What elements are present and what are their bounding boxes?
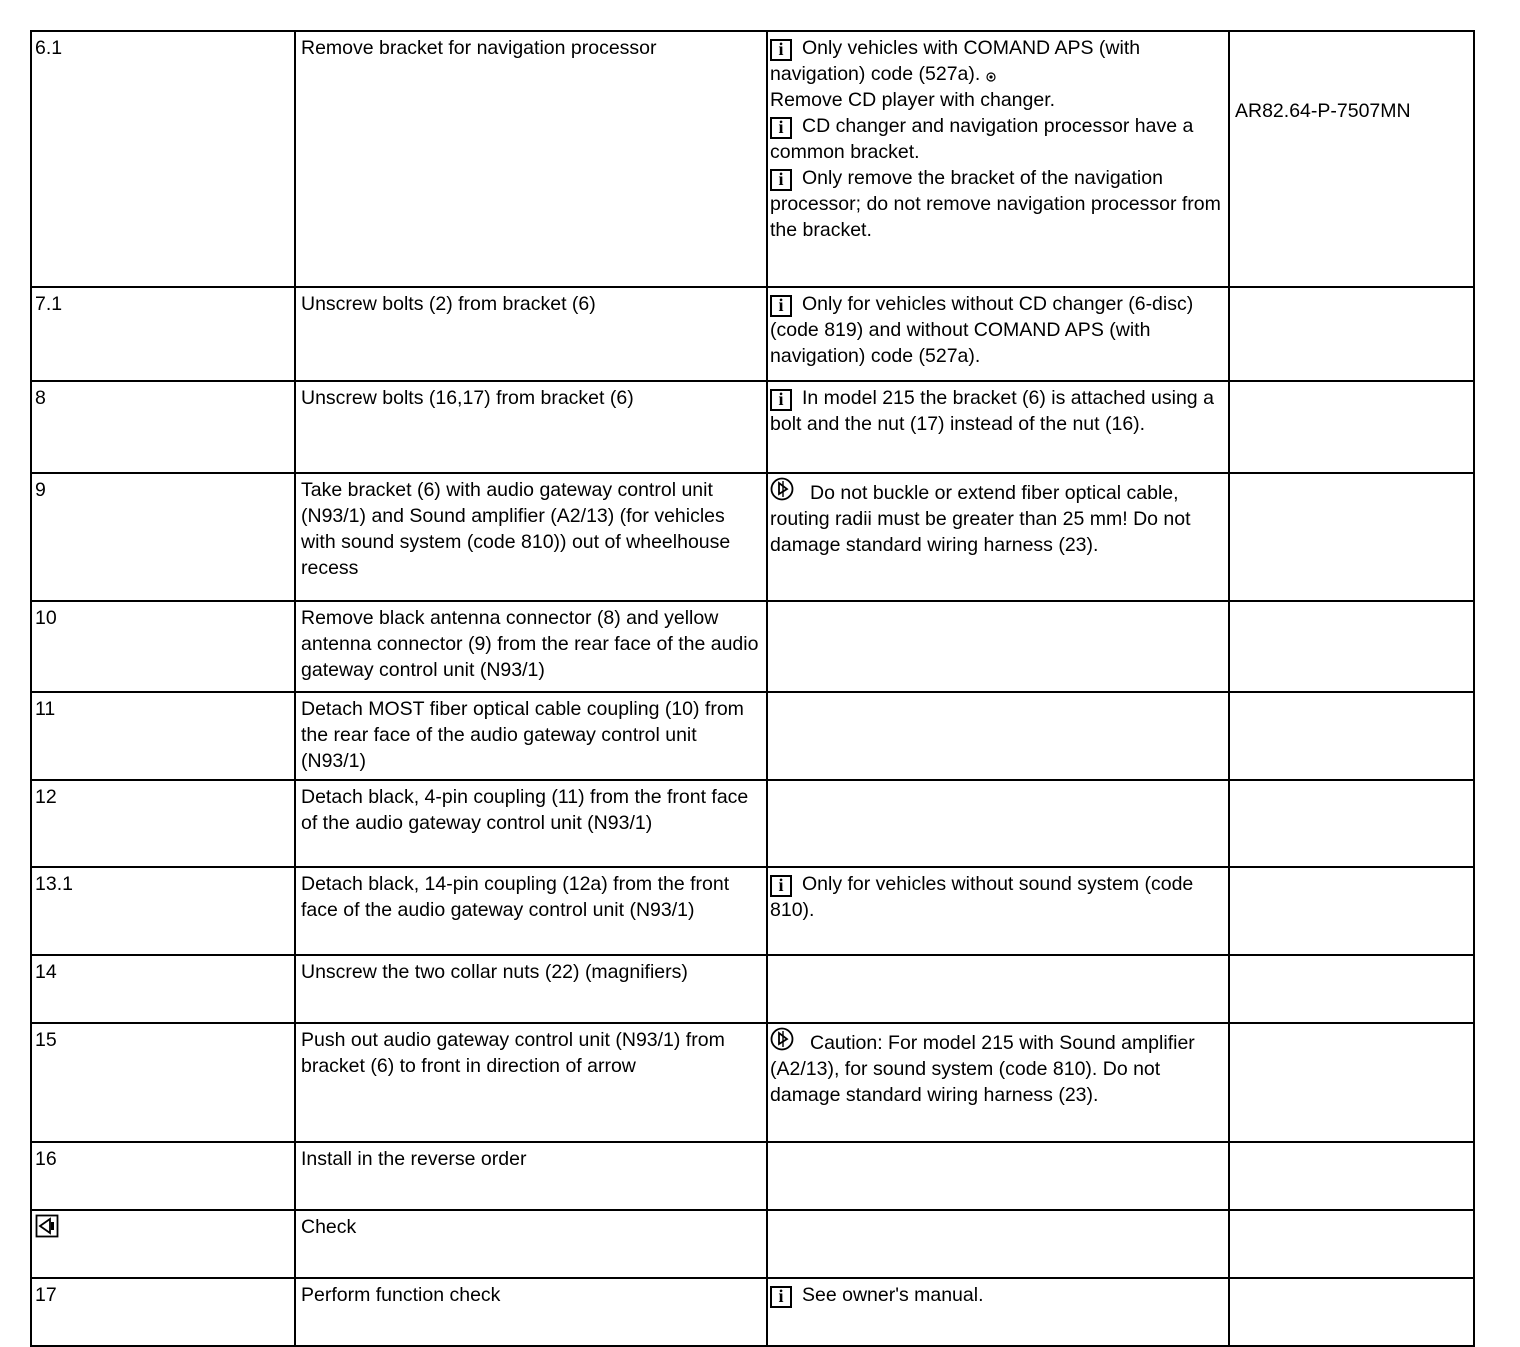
step-number-cell xyxy=(31,1142,295,1210)
reference-cell xyxy=(1229,473,1474,601)
info-icon: i xyxy=(770,875,792,897)
table-row xyxy=(31,955,1474,1023)
reference-link[interactable]: AR82.64-P-7507MN xyxy=(1235,100,1411,122)
step-number-cell xyxy=(31,780,295,867)
operation-cell xyxy=(295,31,767,287)
check-icon xyxy=(35,1214,59,1238)
info-icon: i xyxy=(770,1286,792,1308)
reference-cell xyxy=(1229,1142,1474,1210)
reference-cell xyxy=(1229,955,1474,1023)
operation-text: Detach black, 4-pin coupling (11) from the front face of the audio gateway control unit (N93/1) xyxy=(301,786,749,834)
note-item xyxy=(770,1027,1226,1108)
table-row xyxy=(31,692,1474,780)
reference-cell xyxy=(1229,381,1474,473)
operation-text: Install in the reverse order xyxy=(301,1148,527,1170)
table-row xyxy=(31,1210,1474,1278)
operation-text: Unscrew the two collar nuts (22) (magnifiers) xyxy=(301,961,688,983)
note-item xyxy=(770,385,1226,437)
notes-cell xyxy=(767,1210,1229,1278)
reference-cell xyxy=(1229,867,1474,955)
note-item xyxy=(770,165,1226,243)
notes-cell xyxy=(767,31,1229,287)
operation-cell xyxy=(295,1278,767,1346)
operation-cell xyxy=(295,601,767,692)
operation-cell xyxy=(295,381,767,473)
caution-icon xyxy=(770,477,794,501)
note-text: CD changer and navigation processor have a common bracket. xyxy=(770,115,1194,163)
step-number-cell xyxy=(31,955,295,1023)
step-number-cell xyxy=(31,867,295,955)
operation-text: Check xyxy=(301,1216,357,1238)
notes-cell xyxy=(767,867,1229,955)
operation-text: Take bracket (6) with audio gateway control unit (N93/1) and Sound amplifier (A2/13) (for vehicles with sound system (code 810)) out of wheelhouse recess xyxy=(301,479,731,579)
operation-cell xyxy=(295,692,767,780)
reference-cell xyxy=(1229,31,1474,287)
note-item xyxy=(770,477,1226,558)
note-text: Only for vehicles without CD changer (6-disc) (code 819) and without COMAND APS (with navigation) code (527a). xyxy=(770,293,1194,367)
note-item xyxy=(770,1282,1226,1308)
note-item xyxy=(770,291,1226,369)
notes-cell xyxy=(767,1023,1229,1142)
table-row xyxy=(31,1023,1474,1142)
info-icon: i xyxy=(770,295,792,317)
procedure-table xyxy=(30,30,1475,1347)
operation-cell xyxy=(295,1210,767,1278)
note-text: Only vehicles with COMAND APS (with navigation) code (527a). xyxy=(770,37,1141,85)
step-number: 14 xyxy=(35,961,57,983)
note-text: Only remove the bracket of the navigation processor; do not remove navigation processor from the bracket. xyxy=(770,167,1221,241)
note-text: See owner's manual. xyxy=(802,1284,984,1306)
step-number-cell xyxy=(31,692,295,780)
step-number: 15 xyxy=(35,1029,57,1051)
step-number-cell xyxy=(31,31,295,287)
notes-cell xyxy=(767,1142,1229,1210)
note-item xyxy=(770,35,1226,87)
reference-cell xyxy=(1229,601,1474,692)
reference-cell xyxy=(1229,692,1474,780)
notes-cell xyxy=(767,381,1229,473)
notes-cell xyxy=(767,473,1229,601)
caution-icon xyxy=(770,1027,794,1051)
operation-cell xyxy=(295,473,767,601)
table-row xyxy=(31,1142,1474,1210)
notes-cell xyxy=(767,1278,1229,1346)
step-number-cell xyxy=(31,1210,295,1278)
note-item xyxy=(770,87,1226,113)
note-item xyxy=(770,113,1226,165)
operation-cell xyxy=(295,867,767,955)
note-text: Remove CD player with changer. xyxy=(770,89,1056,111)
step-number-cell xyxy=(31,1278,295,1346)
table-row xyxy=(31,287,1474,381)
notes-cell xyxy=(767,955,1229,1023)
reference-cell xyxy=(1229,287,1474,381)
operation-cell xyxy=(295,1142,767,1210)
step-number: 10 xyxy=(35,607,57,629)
step-number: 13.1 xyxy=(35,873,73,895)
table-row xyxy=(31,601,1474,692)
info-icon: i xyxy=(770,389,792,411)
operation-text: Remove black antenna connector (8) and yellow antenna connector (9) from the rear face of the audio gateway control unit (N93/1) xyxy=(301,607,759,681)
table-row xyxy=(31,31,1474,287)
procedure-table-body xyxy=(31,31,1474,1346)
reference-cell xyxy=(1229,1023,1474,1142)
notes-cell xyxy=(767,601,1229,692)
note-item xyxy=(770,871,1226,923)
operation-text: Detach MOST fiber optical cable coupling (10) from the rear face of the audio gateway control unit (N93/1) xyxy=(301,698,744,772)
table-row xyxy=(31,1278,1474,1346)
info-icon: i xyxy=(770,39,792,61)
operation-text: Push out audio gateway control unit (N93/1) from bracket (6) to front in direction of arrow xyxy=(301,1029,725,1077)
info-icon: i xyxy=(770,117,792,139)
step-number: 12 xyxy=(35,786,57,808)
step-number: 8 xyxy=(35,387,46,409)
note-text: In model 215 the bracket (6) is attached using a bolt and the nut (17) instead of the nut (16). xyxy=(770,387,1214,435)
notes-cell xyxy=(767,780,1229,867)
step-number: 17 xyxy=(35,1284,57,1306)
step-number-cell xyxy=(31,287,295,381)
step-number: 6.1 xyxy=(35,37,63,59)
operation-text: Perform function check xyxy=(301,1284,501,1306)
step-number-cell xyxy=(31,1023,295,1142)
notes-cell xyxy=(767,692,1229,780)
note-text: Only for vehicles without sound system (code 810). xyxy=(770,873,1194,921)
info-icon: i xyxy=(770,169,792,191)
table-row xyxy=(31,867,1474,955)
step-number-cell xyxy=(31,473,295,601)
operation-cell xyxy=(295,780,767,867)
operation-cell xyxy=(295,955,767,1023)
reference-mark-icon xyxy=(986,72,996,82)
operation-text: Unscrew bolts (16,17) from bracket (6) xyxy=(301,387,634,409)
operation-text: Detach black, 14-pin coupling (12a) from the front face of the audio gateway control unit (N93/1) xyxy=(301,873,730,921)
table-row xyxy=(31,780,1474,867)
reference-cell xyxy=(1229,1278,1474,1346)
step-number: 9 xyxy=(35,479,46,501)
note-text: Caution: For model 215 with Sound amplifier (A2/13), for sound system (code 810). Do not damage standard wiring harness (23). xyxy=(770,1032,1195,1106)
operation-cell xyxy=(295,287,767,381)
operation-text: Unscrew bolts (2) from bracket (6) xyxy=(301,293,596,315)
note-text: Do not buckle or extend fiber optical cable, routing radii must be greater than 25 mm! Do not damage standard wiring harness (23). xyxy=(770,482,1191,556)
table-row xyxy=(31,381,1474,473)
step-number: 7.1 xyxy=(35,293,63,315)
step-number: 11 xyxy=(35,698,56,720)
reference-cell xyxy=(1229,780,1474,867)
step-number-cell xyxy=(31,381,295,473)
operation-text: Remove bracket for navigation processor xyxy=(301,37,657,59)
step-number-cell xyxy=(31,601,295,692)
step-number: 16 xyxy=(35,1148,57,1170)
table-row xyxy=(31,473,1474,601)
notes-cell xyxy=(767,287,1229,381)
operation-cell xyxy=(295,1023,767,1142)
reference-cell xyxy=(1229,1210,1474,1278)
